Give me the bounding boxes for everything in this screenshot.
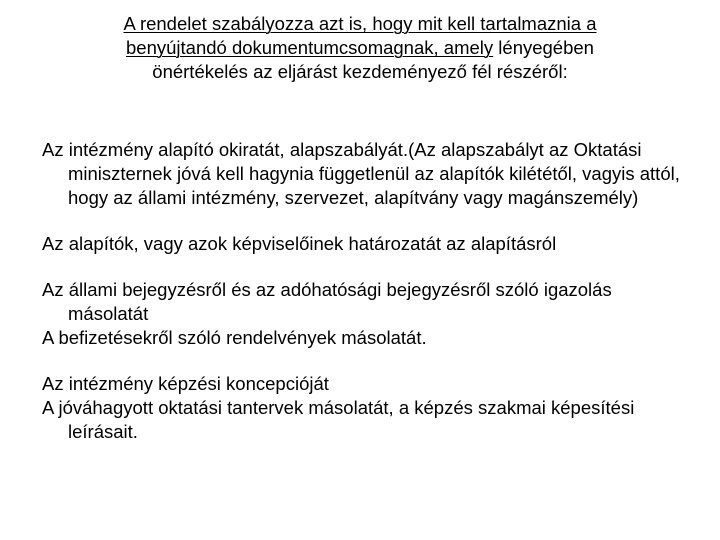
list-item-payment-orders: A befizetésekről szóló rendelvények másolatát. [42, 327, 427, 348]
title-underlined-line-2: benyújtandó dokumentumcsomagnak, amely [126, 37, 494, 58]
list-item-registration-certificate: Az állami bejegyzésről és az adóhatósági bejegyzésről szóló igazolás másolatát [42, 279, 612, 324]
list-item-founders-resolution: Az alapítók, vagy azok képviselőinek határozatát az alapításról [42, 233, 557, 254]
list-item-founding-charter: Az intézmény alapító okiratát, alapszabályát.(Az alapszabályt az Oktatási miniszternek jóvá kell hagynia függetlenül az alapítók kilététől, vagyis attól, hogy az állami intézmény, szervezet, alapítvány vagy magánszemély) [42, 139, 680, 208]
slide-body [42, 138, 697, 444]
list-item-training-concept: Az intézmény képzési koncepcióját [42, 373, 329, 394]
title-line-2-rest: lényegében [493, 37, 594, 58]
list-item-approved-curricula: A jóváhagyott oktatási tantervek másolatát, a képzés szakmai képesítési leírásait. [42, 397, 635, 442]
slide-title [60, 12, 660, 84]
title-line-3: önértékelés az eljárást kezdeményező fél részéről: [152, 61, 568, 82]
title-underlined-line-1: A rendelet szabályozza azt is, hogy mit kell tartalmaznia a [123, 13, 597, 34]
